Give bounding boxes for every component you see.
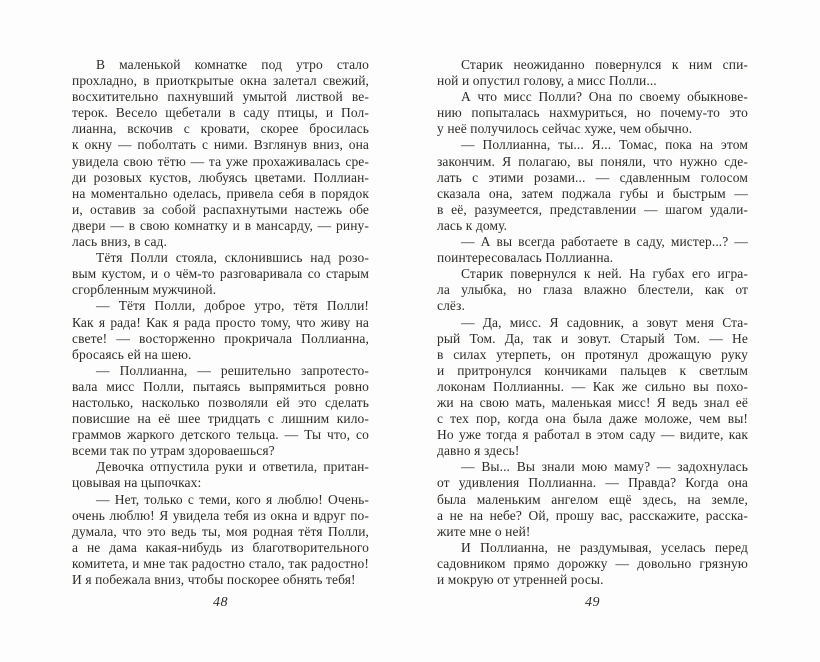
text-line: очень люблю! Я увидела тебя из окна и вдруг по- [72, 507, 369, 523]
text-line: вала мисс Полли, пытаясь выпрямиться ровно [72, 378, 369, 394]
text-line: в её, разумеется, представлении — шагом удали- [437, 201, 748, 217]
text-line: была маленьким ангелом ещё здесь, на земле, [437, 491, 748, 507]
text-line: бросаясь ей на шею. [72, 346, 192, 362]
text-line: рый Том. Да, так и зовут. Старый Том. — Не [437, 330, 748, 346]
text-line: от удивления Поллианна. — Правда? Когда она [437, 475, 748, 491]
text-line: локонам Поллианны. — Как же сильно вы похо- [437, 378, 748, 394]
text-line: слёз. [437, 298, 465, 314]
text-line: вым кустом, и о чём-то разговаривала со старым [72, 266, 369, 282]
text-line: настолько, насколько позволяли ей это сделать [72, 394, 369, 410]
text-line: цовывая на цыпочках: [72, 475, 202, 491]
text-line: граммов жаркого детского тельца. — Ты что, со [72, 427, 369, 443]
left-page-text [72, 57, 369, 588]
text-line: увидела свою тётю — та уже прохаживалась сре- [72, 153, 369, 169]
text-line: ди розовых кустов, любуясь цветами. Поллиан- [72, 169, 369, 185]
text-line: свете! — восторженно прокричала Поллианна, [72, 330, 369, 346]
right-page [437, 0, 748, 662]
left-page-number: 48 [213, 595, 228, 610]
text-line: с тех пор, когда она была даже моложе, чем вы! [437, 411, 748, 427]
text-line: сказала она, затем поджала губы и быстрым — [437, 185, 748, 201]
text-line: лать с этими розами... — сдавленным голосом [437, 169, 748, 185]
text-line: лианна, вскочив с кровати, скорее бросилась [72, 121, 369, 137]
text-line: Старик неожиданно повернулся к ним спи- [461, 57, 748, 72]
text-line: на моментально оделась, привела себя в порядок [72, 185, 369, 201]
text-line: — Нет, только с теми, кого я люблю! Очень- [96, 491, 369, 507]
text-line: И я побежала вниз, чтобы поскорее обнять тебя! [72, 572, 356, 587]
text-line: В маленькой комнатке под утро стало [96, 57, 369, 72]
text-line: закончим. Я полагаю, вы поняли, что нужно сде- [437, 153, 748, 169]
text-line: Но уже тогда я работал в этом саду — видите, как [437, 427, 748, 443]
text-line: Девочка отпустила руки и ответила, притан- [96, 459, 369, 475]
text-line: терок. Весело щебетали в саду птицы, и Пол- [72, 105, 369, 121]
text-line: Старик повернулся к ней. На губах его игра- [461, 266, 748, 282]
text-line: — Поллианна, — решительно запротесто- [96, 362, 369, 378]
text-line: нию попыталась нахмуриться, но почему-то это [437, 105, 748, 121]
text-line: лась к дому. [437, 217, 508, 233]
text-line: и притронулся кончиками пальцев к светлым [437, 362, 748, 378]
text-line: а не на небе? Ой, прошу вас, расскажите, расска- [437, 507, 748, 523]
text-line: к окну — поболтать с ними. Взглянув вниз, она [72, 137, 369, 153]
text-line: жите мне о ней! [437, 523, 531, 539]
text-line: повисшие на её шее тридцать с лишним кило- [72, 411, 369, 427]
text-line: двери — в свою комнатку и в мансарду, — рину- [72, 217, 369, 233]
text-line: А что мисс Полли? Она по своему обыкнове- [461, 89, 748, 105]
text-line: — Вы... Вы знали мою маму? — задохнулась [461, 459, 748, 475]
text-line: комитета, и мне так радостно стало, так радостно! [72, 555, 369, 571]
text-line: И Поллианна, не раздумывая, уселась перед [461, 539, 748, 555]
text-line: — Да, мисс. Я садовник, а зовут меня Ста- [461, 314, 748, 330]
text-line: лась вниз, в сад. [72, 234, 168, 250]
text-line: у неё получилось сейчас хуже, чем обычно. [437, 121, 693, 137]
right-page-text [437, 57, 748, 588]
text-line: и мокрую от утренней росы. [437, 572, 604, 587]
text-line: ной и опустил голову, а мисс Полли... [437, 73, 657, 89]
text-line: ла улыбка, но глаза влажно блестели, как от [437, 282, 748, 298]
text-line: думала, что это ведь ты, моя родная тётя Полли, [72, 523, 369, 539]
text-line: поинтересовалась Поллианна. [437, 250, 614, 266]
left-page [72, 0, 369, 662]
text-line: — Тётя Полли, доброе утро, тётя Полли! [96, 298, 369, 314]
text-line: всеми так по утрам здороваешься? [72, 443, 275, 459]
text-line: прохладно, в приоткрытые окна залетал свежий, [72, 73, 369, 89]
text-line: жи на свою мать, маленькая мисс! Я ведь знал её [437, 394, 748, 410]
text-line: восхитительно пахнувший умытой листвой ве- [72, 89, 369, 105]
text-line: — Поллианна, ты... Я... Томас, пока на этом [461, 137, 748, 153]
text-line: Как я рада! Как я рада просто тому, что живу на [72, 314, 369, 330]
text-line: давно я здесь! [437, 443, 520, 459]
text-line: а не дама какая-нибудь из благотворительного [72, 539, 369, 555]
text-line: и, оставив за собой распахнутыми настежь обе [72, 201, 369, 217]
right-page-number: 49 [585, 595, 600, 610]
text-line: — А вы всегда работаете в саду, мистер...? — [461, 234, 748, 250]
text-line: садовником прямо дорожку — довольно грязную [437, 555, 748, 571]
text-line: в силах утерпеть, он протянул дрожащую руку [437, 346, 748, 362]
text-line: Тётя Полли стояла, склонившись над розо- [96, 250, 369, 266]
text-line: сгорбленным мужчиной. [72, 282, 217, 298]
